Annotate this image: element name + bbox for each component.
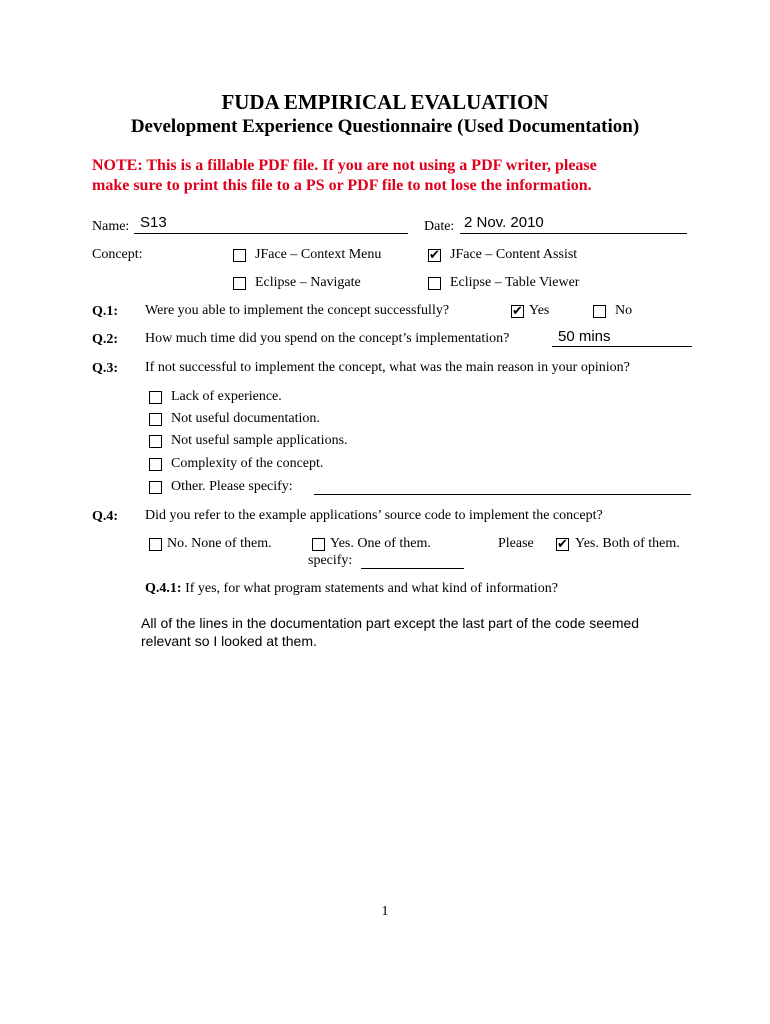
- concept-label: Concept:: [92, 247, 143, 262]
- concept-jface-context-menu-label: JFace – Context Menu: [255, 247, 382, 262]
- q4-specify-field[interactable]: [361, 568, 464, 569]
- concept-jface-content-assist-checkbox[interactable]: ✔: [429, 248, 440, 263]
- q3-not-useful-samples-label: Not useful sample applications.: [171, 433, 348, 448]
- q4-please-label: Please: [498, 536, 534, 551]
- q4-none-label: No. None of them.: [167, 536, 272, 551]
- q2-text: How much time did you spend on the concept’s implementation?: [145, 331, 510, 346]
- q3-complexity-checkbox[interactable]: [149, 458, 162, 471]
- name-label: Name:: [92, 219, 130, 234]
- q3-text: If not successful to implement the concept, what was the main reason in your opinion?: [145, 360, 630, 375]
- q41-row: [145, 581, 558, 597]
- concept-eclipse-navigate-label: Eclipse – Navigate: [255, 275, 361, 290]
- q3-other-checkbox[interactable]: [149, 481, 162, 494]
- q2-underline: [552, 346, 692, 347]
- q3-not-useful-samples-checkbox[interactable]: [149, 435, 162, 448]
- q4-number: Q.4:: [92, 509, 119, 524]
- q1-no-label: No: [615, 303, 633, 318]
- q3-lack-of-experience-label: Lack of experience.: [171, 389, 282, 404]
- q41-answer-field[interactable]: [141, 614, 639, 650]
- q41-answer-line-1: All of the lines in the documentation part except the last part of the code seemed: [141, 615, 640, 631]
- name-field[interactable]: S13: [140, 214, 167, 231]
- document-title: FUDA EMPIRICAL EVALUATION: [221, 90, 549, 114]
- q4-both-label: Yes. Both of them.: [575, 536, 680, 551]
- q4-specify-label: specify:: [308, 553, 353, 568]
- document-subtitle: Development Experience Questionnaire (Used Documentation): [130, 116, 640, 137]
- concept-eclipse-navigate-checkbox[interactable]: [233, 277, 246, 290]
- q1-yes-label: Yes: [529, 303, 550, 318]
- concept-eclipse-table-viewer-checkbox[interactable]: [428, 277, 441, 290]
- page-number: 1: [381, 904, 389, 919]
- q4-one-checkbox[interactable]: [312, 538, 325, 551]
- q4-text: Did you refer to the example applications’ source code to implement the concept?: [145, 508, 603, 523]
- date-underline: [460, 233, 687, 234]
- q2-time-field[interactable]: 50 mins: [558, 328, 611, 345]
- note-line-2: make sure to print this file to a PS or PDF file to not lose the information.: [92, 177, 592, 194]
- q3-other-specify-field[interactable]: [314, 494, 691, 495]
- q3-number: Q.3:: [92, 361, 119, 376]
- q1-yes-checkbox[interactable]: ✔: [512, 304, 523, 319]
- q3-complexity-label: Complexity of the concept.: [171, 456, 324, 471]
- concept-jface-content-assist-label: JFace – Content Assist: [450, 247, 578, 262]
- q3-other-label: Other. Please specify:: [171, 479, 293, 494]
- fillable-note: [92, 156, 597, 196]
- q1-text: Were you able to implement the concept successfully?: [145, 303, 450, 318]
- q41-text: If yes, for what program statements and what kind of information?: [185, 581, 558, 596]
- q41-answer-line-2: relevant so I looked at them.: [141, 633, 317, 649]
- q1-number: Q.1:: [92, 304, 119, 319]
- q4-none-checkbox[interactable]: [149, 538, 162, 551]
- name-underline: [134, 233, 408, 234]
- q1-no-checkbox[interactable]: [593, 305, 606, 318]
- q3-not-useful-documentation-label: Not useful documentation.: [171, 411, 320, 426]
- note-line-1: NOTE: This is a fillable PDF file. If you are not using a PDF writer, please: [92, 157, 597, 174]
- q3-lack-of-experience-checkbox[interactable]: [149, 391, 162, 404]
- q4-both-checkbox[interactable]: ✔: [557, 537, 568, 552]
- q41-number: Q.4.1:: [145, 581, 182, 596]
- q3-not-useful-documentation-checkbox[interactable]: [149, 413, 162, 426]
- q4-one-label: Yes. One of them.: [330, 536, 431, 551]
- q2-number: Q.2:: [92, 332, 119, 347]
- date-field[interactable]: 2 Nov. 2010: [464, 214, 544, 231]
- concept-eclipse-table-viewer-label: Eclipse – Table Viewer: [450, 275, 580, 290]
- concept-jface-context-menu-checkbox[interactable]: [233, 249, 246, 262]
- date-label: Date:: [424, 219, 455, 234]
